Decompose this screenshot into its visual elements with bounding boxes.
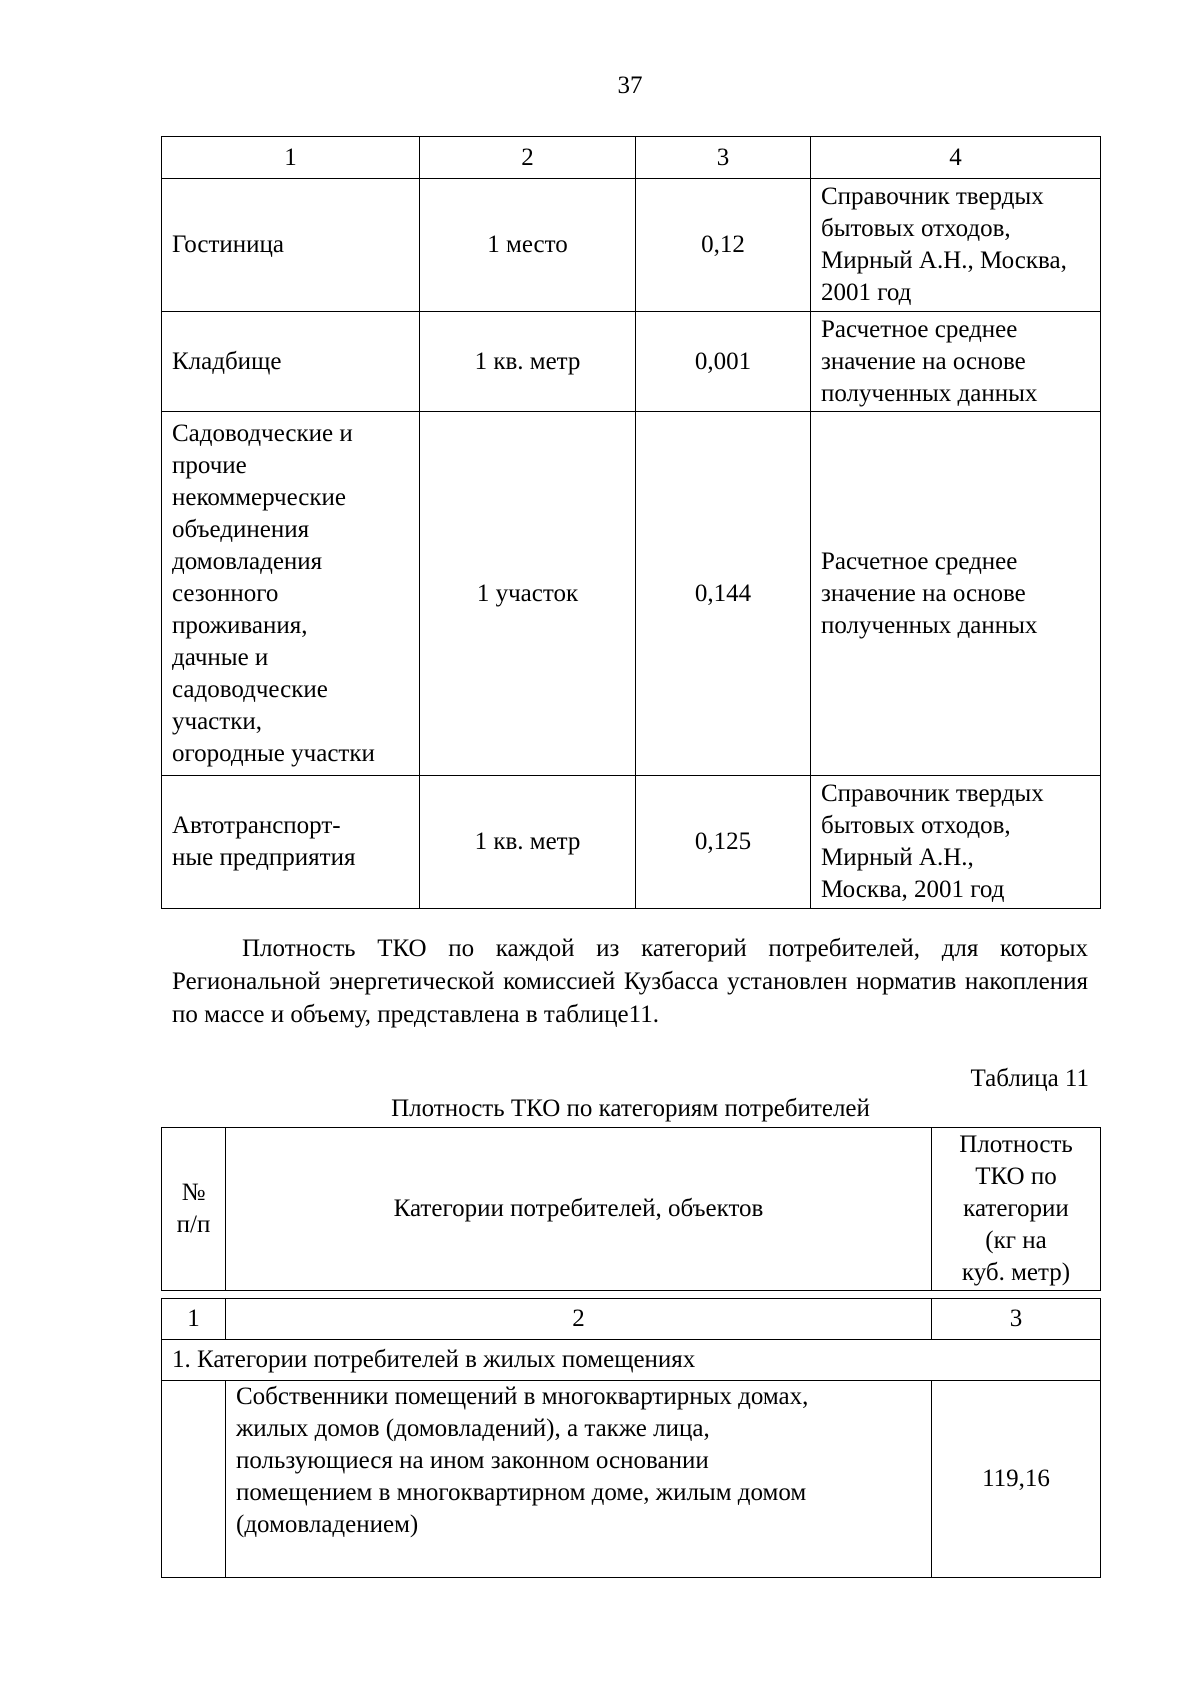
waste-norms-table-continued [161,136,1101,909]
source-cell [811,776,1101,909]
source-line: Мирный А.Н., [821,844,974,871]
category-line: проживания, [172,611,308,639]
source-line: Справочник твердых [821,183,1044,210]
category-line: Собственники помещений в многоквартирных домах, [236,1383,809,1410]
unit-cell: 1 место [420,179,636,312]
source-line: Расчетное среднее [821,315,1018,343]
category-line: некоммерческие [172,483,346,511]
source-line: бытовых отходов, [821,812,1011,839]
category-cell [162,776,420,909]
header-col-3: 3 [636,137,811,179]
category-line: прочие [172,451,247,479]
source-line: бытовых отходов, [821,215,1011,242]
source-cell [811,179,1101,312]
category-line: жилых домов (домовладений), а также лица, [236,1415,710,1442]
density-table-body [161,1298,1101,1578]
category-line: огородные участки [172,739,375,767]
numbering-row [162,1299,1101,1340]
header-col-4: 4 [811,137,1101,179]
section-row [162,1340,1101,1381]
numbering-cell-2: 2 [226,1299,932,1340]
table-number-label: Таблица 11 [970,1065,1089,1092]
value-cell: 0,12 [636,179,811,312]
category-line: садоводческие [172,675,328,703]
source-cell [811,312,1101,412]
header-line: категории [963,1195,1069,1222]
category-line: пользующиеся на ином законном основании [236,1447,709,1474]
source-line: Москва, 2001 год [821,876,1005,903]
header-line: (кг на [985,1227,1047,1254]
header-col-2: 2 [420,137,636,179]
category-cell [162,412,420,776]
table-caption: Плотность ТКО по категориям потребителей [391,1095,870,1122]
source-line: значение на основе [821,347,1026,375]
unit-cell: 1 кв. метр [420,312,636,412]
header-number-cell [162,1128,226,1291]
header-col-1: 1 [162,137,420,179]
value-cell: 0,144 [636,412,811,776]
source-line: 2001 год [821,279,912,306]
numbering-cell-3: 3 [932,1299,1101,1340]
table-row [162,776,1101,909]
category-cell: Гостиница [162,179,420,312]
table-header-row [162,137,1101,179]
category-line: ные предприятия [172,844,356,871]
source-line: значение на основе [821,579,1026,607]
density-value-cell: 119,16 [932,1381,1101,1578]
header-density-cell [932,1128,1101,1291]
category-line: домовладения [172,547,323,575]
header-line: п/п [176,1211,211,1238]
header-line: куб. метр) [961,1259,1071,1286]
table-header-row [162,1128,1101,1291]
category-line: сезонного [172,579,279,607]
section-heading: 1. Категории потребителей в жилых помещениях [162,1340,1101,1381]
category-line: объединения [172,515,310,543]
unit-cell: 1 участок [420,412,636,776]
row-number-cell [162,1381,226,1578]
table-row [162,312,1101,412]
category-line: Автотранспорт- [172,812,341,839]
source-line: полученных данных [821,379,1038,407]
category-cell [226,1381,932,1578]
header-line: ТКО по [975,1163,1057,1190]
category-cell: Кладбище [162,312,420,412]
page-number: 37 [617,72,643,99]
value-cell: 0,125 [636,776,811,909]
table-row [162,179,1101,312]
category-line: (домовладением) [236,1511,419,1538]
header-line: № [181,1179,206,1206]
source-line: Мирный А.Н., Москва, [821,247,1067,274]
category-line: Садоводческие и [172,419,353,447]
density-table-header [161,1127,1101,1291]
value-cell: 0,001 [636,312,811,412]
source-cell [811,412,1101,776]
source-line: Расчетное среднее [821,547,1018,575]
table-row [162,412,1101,776]
unit-cell: 1 кв. метр [420,776,636,909]
body-paragraph: Плотность ТКО по каждой из категорий потребителей, для которых Региональной энергетической комиссией Кузбасса установлен норматив накопления по массе и объему, представлена в таблице11. [172,935,1088,1028]
category-line: помещением в многоквартирном доме, жилым домом [236,1479,807,1506]
source-line: Справочник твердых [821,780,1044,807]
category-line: дачные и [172,643,269,671]
header-category-cell: Категории потребителей, объектов [226,1128,932,1291]
numbering-cell-1: 1 [162,1299,226,1340]
header-line: Плотность [959,1131,1073,1158]
table-row [162,1381,1101,1578]
category-line: участки, [172,707,262,735]
source-line: полученных данных [821,611,1038,639]
